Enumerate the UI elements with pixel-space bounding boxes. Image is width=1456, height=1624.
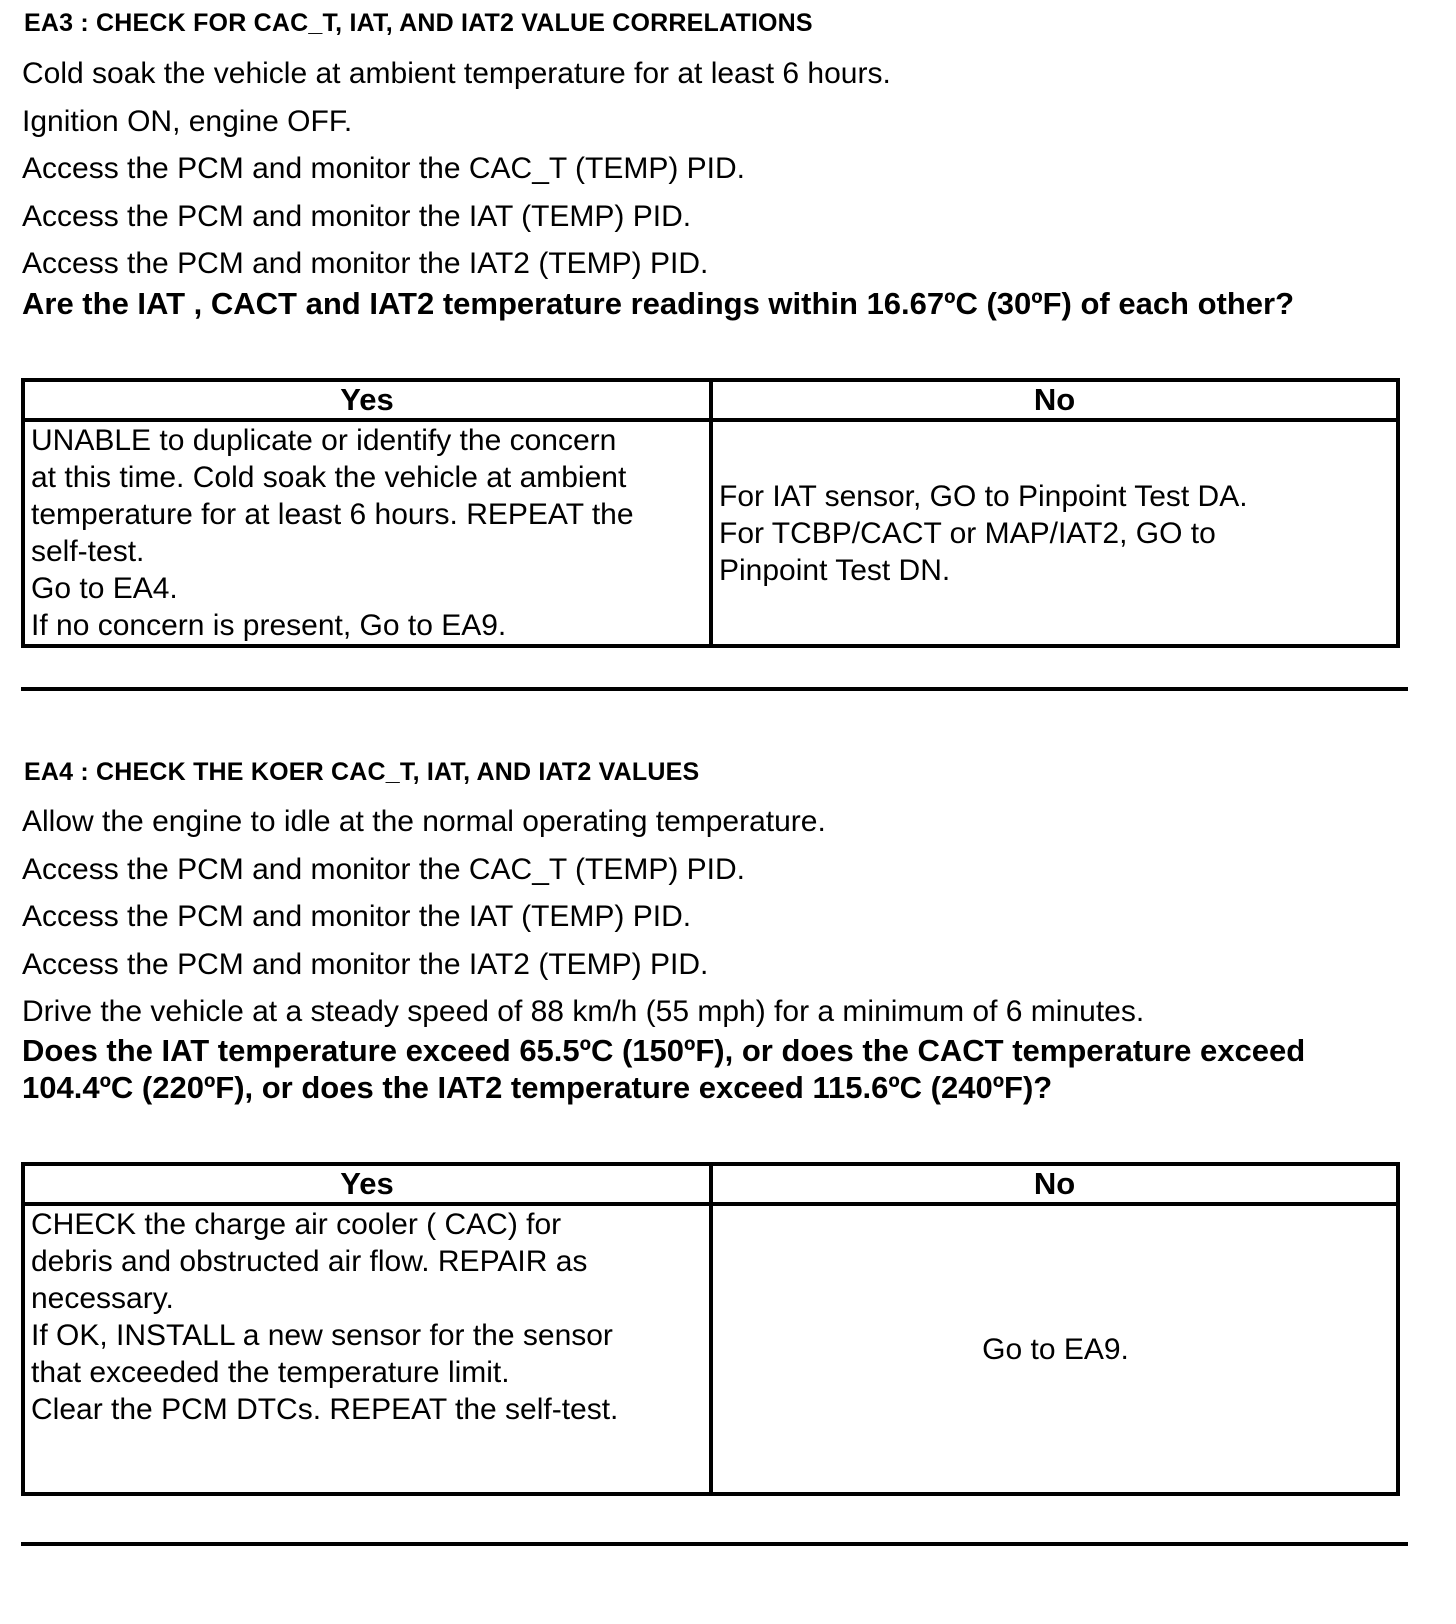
ea3-yes-cell: UNABLE to duplicate or identify the concern at this time. Cold soak the vehicle at ambient temperature for at least 6 hours. REPEAT the self-test. Go to EA4. If no concern is present, Go to EA9. <box>23 420 711 646</box>
ea4-question-block <box>22 1032 1414 1106</box>
ea4-step: Allow the engine to idle at the normal operating temperature. <box>22 805 826 838</box>
ea4-step: Access the PCM and monitor the IAT2 (TEMP) PID. <box>22 947 709 981</box>
ea4-question-line: Does the IAT temperature exceed 65.5ºC (150ºF), or does the CACT temperature exceed <box>22 1033 1306 1068</box>
ea3-step: Access the PCM and monitor the CAC_T (TEMP) PID. <box>22 152 746 185</box>
section-divider <box>21 1542 1408 1546</box>
ea3-steps <box>22 50 1414 288</box>
ea4-section <box>22 757 1414 787</box>
ea3-yes-no-table <box>21 378 1400 648</box>
ea4-yes-cell: CHECK the charge air cooler ( CAC) for debris and obstructed air flow. REPAIR as necessary. If OK, INSTALL a new sensor for the sensor that exceeded the temperature limit. Clear the PCM DTCs. REPEAT the self-test. <box>23 1204 711 1494</box>
ea4-no-header: No <box>711 1164 1398 1204</box>
ea4-no-cell: Go to EA9. <box>711 1204 1398 1494</box>
ea4-step: Access the PCM and monitor the IAT (TEMP) PID. <box>22 900 692 933</box>
ea3-heading: EA3 : CHECK FOR CAC_T, IAT, AND IAT2 VALUE CORRELATIONS <box>24 9 813 37</box>
ea3-section <box>22 8 1414 38</box>
ea4-question-line: 104.4ºC (220ºF), or does the IAT2 temperature exceed 115.6ºC (240ºF)? <box>22 1070 1053 1105</box>
ea3-no-header: No <box>711 380 1398 420</box>
ea4-heading: EA4 : CHECK THE KOER CAC_T, IAT, AND IAT2 VALUES <box>24 758 700 786</box>
ea4-yes-no-table <box>21 1162 1400 1496</box>
ea4-step: Drive the vehicle at a steady speed of 88 km/h (55 mph) for a minimum of 6 minutes. <box>22 995 1145 1028</box>
ea4-steps <box>22 798 1414 1036</box>
ea3-step: Ignition ON, engine OFF. <box>22 104 353 138</box>
ea3-yes-header: Yes <box>23 380 711 420</box>
ea3-step: Access the PCM and monitor the IAT (TEMP) PID. <box>22 199 692 233</box>
ea4-yes-header: Yes <box>23 1164 711 1204</box>
ea3-step: Access the PCM and monitor the IAT2 (TEMP) PID. <box>22 247 709 280</box>
ea3-question: Are the IAT , CACT and IAT2 temperature readings within 16.67ºC (30ºF) of each other? <box>22 286 1295 321</box>
ea3-no-cell: For IAT sensor, GO to Pinpoint Test DA. For TCBP/CACT or MAP/IAT2, GO to Pinpoint Test DN. <box>711 420 1398 646</box>
ea3-step: Cold soak the vehicle at ambient temperature for at least 6 hours. <box>22 57 891 90</box>
section-divider <box>21 687 1408 691</box>
ea3-question-block <box>22 285 1414 322</box>
ea4-step: Access the PCM and monitor the CAC_T (TEMP) PID. <box>22 852 746 886</box>
